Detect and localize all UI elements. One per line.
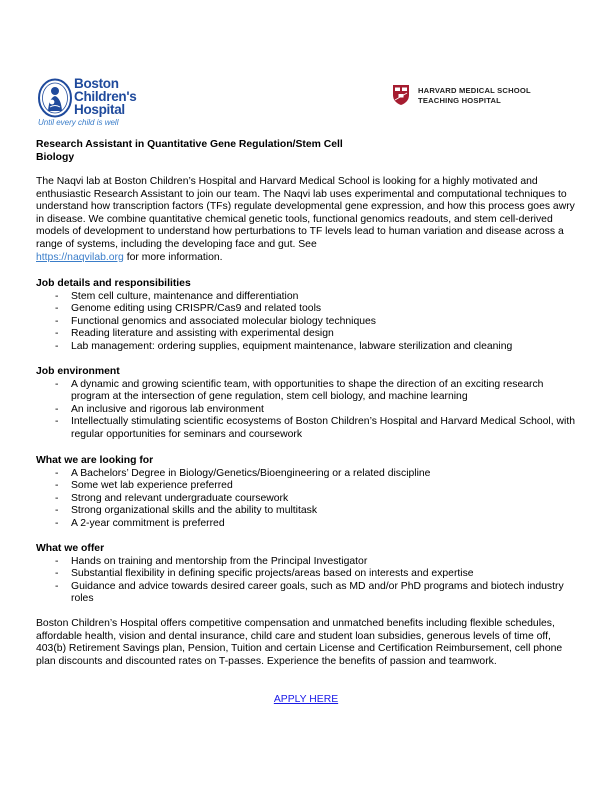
bullet-list — [36, 379, 581, 442]
harvard-shield-icon — [392, 84, 410, 106]
bullet-list — [36, 468, 581, 531]
list-item: - An inclusive and rigorous lab environment — [36, 404, 581, 417]
hms-line-1: HARVARD MEDICAL SCHOOL — [418, 86, 531, 95]
list-item: - A dynamic and growing scientific team, with opportunities to shape the direction of an exciting research program at the intersection of gene regulation, stem cell biology, and machine learning — [36, 379, 581, 404]
section-what-we-offer — [36, 543, 581, 606]
benefits-paragraph: Boston Children’s Hospital offers competitive compensation and unmatched benefits including flexible schedules, affordable health, vision and dental insurance, child care and student loan subsidies, generous levels of time off, 403(b) Retirement Savings plan, Pension, Tuition and certain License and Certification Reimbursement, cell phone plan discounts and discounted rates on T-passes. Experience the benefits of passion and teamwork. — [36, 618, 563, 667]
hms-wordmark — [418, 86, 531, 106]
apply-here-link[interactable]: APPLY HERE — [273, 694, 339, 705]
bch-name-line-3: Hospital — [74, 102, 125, 117]
list-item: - Stem cell culture, maintenance and differentiation — [36, 291, 581, 304]
section-heading: Job environment — [36, 366, 120, 377]
harvard-medical-school-logo — [392, 84, 582, 112]
bullet-list — [36, 291, 581, 354]
list-item: - Genome editing using CRISPR/Cas9 and related tools — [36, 303, 581, 316]
bch-name-line-1: Boston — [74, 76, 119, 91]
list-item: - Strong and relevant undergraduate coursework — [36, 493, 581, 506]
list-item: - Intellectually stimulating scientific ecosystems of Boston Children’s Hospital and Harvard Medical School, with regular opportunities for seminars and coursework — [36, 416, 581, 441]
bch-wordmark — [74, 77, 154, 116]
job-title-line-2: Biology — [36, 151, 75, 163]
list-item: - Guidance and advice towards desired career goals, such as MD and/or PhD programs and biotech industry roles — [36, 581, 581, 606]
hms-line-2: TEACHING HOSPITAL — [418, 96, 501, 105]
list-item: - Substantial flexibility in defining specific projects/areas based on interests and expertise — [36, 568, 581, 581]
naqvilab-link[interactable]: https://naqvilab.org — [36, 251, 124, 263]
bch-name-line-2: Children's — [74, 89, 137, 104]
job-title-line-1: Research Assistant in Quantitative Gene Regulation/Stem Cell — [36, 139, 343, 150]
bullet-list — [36, 556, 581, 606]
section-heading: What we are looking for — [36, 455, 154, 466]
section-heading: Job details and responsibilities — [36, 278, 191, 289]
list-item: - Some wet lab experience preferred — [36, 480, 581, 493]
section-heading: What we offer — [36, 543, 105, 554]
intro-paragraph — [36, 176, 581, 264]
list-item: - Hands on training and mentorship from the Principal Investigator — [36, 556, 581, 569]
section-looking-for — [36, 455, 581, 531]
apply-container — [0, 694, 612, 705]
bch-seal-icon — [38, 78, 74, 118]
bch-tagline: Until every child is well — [38, 118, 119, 127]
job-title — [36, 139, 581, 164]
section-job-environment — [36, 366, 581, 442]
list-item: - Reading literature and assisting with experimental design — [36, 328, 581, 341]
section-job-details — [36, 278, 581, 354]
intro-after-link: for more information. — [126, 251, 223, 263]
boston-childrens-logo — [38, 76, 148, 132]
list-item: - A Bachelors’ Degree in Biology/Genetics/Bioengineering or a related discipline — [36, 468, 581, 481]
intro-text: The Naqvi lab at Boston Children’s Hospital and Harvard Medical School is looking for a highly motivated and enthusiastic Research Assistant to join our team. The Naqvi lab uses experimental and computational techniques to understand how transcription factors (TFs) regulate developmental gene expression, and how this process goes awry in disease. We combine quantitative chemical genetic tools, functional genomics readouts, and stem cell-derived models of development to understand how perturbations to TF levels lead to human variation and disease across a range of systems, including the developing face and gut. See — [36, 176, 575, 250]
list-item: - Lab management: ordering supplies, equipment maintenance, labware sterilization and cleaning — [36, 341, 581, 354]
list-item: - Functional genomics and associated molecular biology techniques — [36, 316, 581, 329]
list-item: - Strong organizational skills and the ability to multitask — [36, 505, 581, 518]
list-item: - A 2-year commitment is preferred — [36, 518, 581, 531]
